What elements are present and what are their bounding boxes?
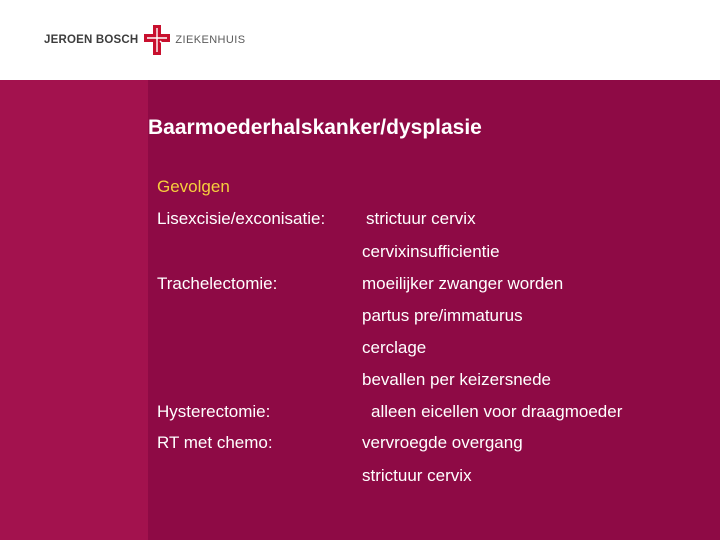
- section-heading: Gevolgen: [157, 177, 230, 196]
- slide-title: Baarmoederhalskanker/dysplasie: [148, 116, 482, 139]
- row-value: partus pre/immaturus: [362, 306, 523, 325]
- row-value: strictuur cervix: [366, 209, 476, 228]
- hospital-logo: [44, 24, 245, 56]
- row-value: cerclage: [362, 338, 427, 357]
- row-label: RT met chemo:: [157, 433, 273, 452]
- row-value: vervroegde overgang: [362, 433, 523, 452]
- row-label: Hysterectomie:: [157, 402, 271, 421]
- row-value: alleen eicellen voor draagmoeder: [371, 402, 623, 421]
- row-label: Trachelectomie:: [157, 274, 278, 293]
- left-accent-band: [0, 80, 148, 540]
- logo-text-left: JEROEN BOSCH: [44, 34, 139, 46]
- row-value: moeilijker zwanger worden: [362, 274, 564, 293]
- header-bar: [0, 0, 720, 80]
- row-label: Lisexcisie/exconisatie:: [157, 209, 326, 228]
- row-value: strictuur cervix: [362, 466, 472, 485]
- logo-text-right: ZIEKENHUIS: [175, 34, 246, 46]
- row-value: cervixinsufficientie: [362, 242, 500, 261]
- row-value: bevallen per keizersnede: [362, 370, 552, 389]
- cross-logo-icon: [144, 25, 170, 55]
